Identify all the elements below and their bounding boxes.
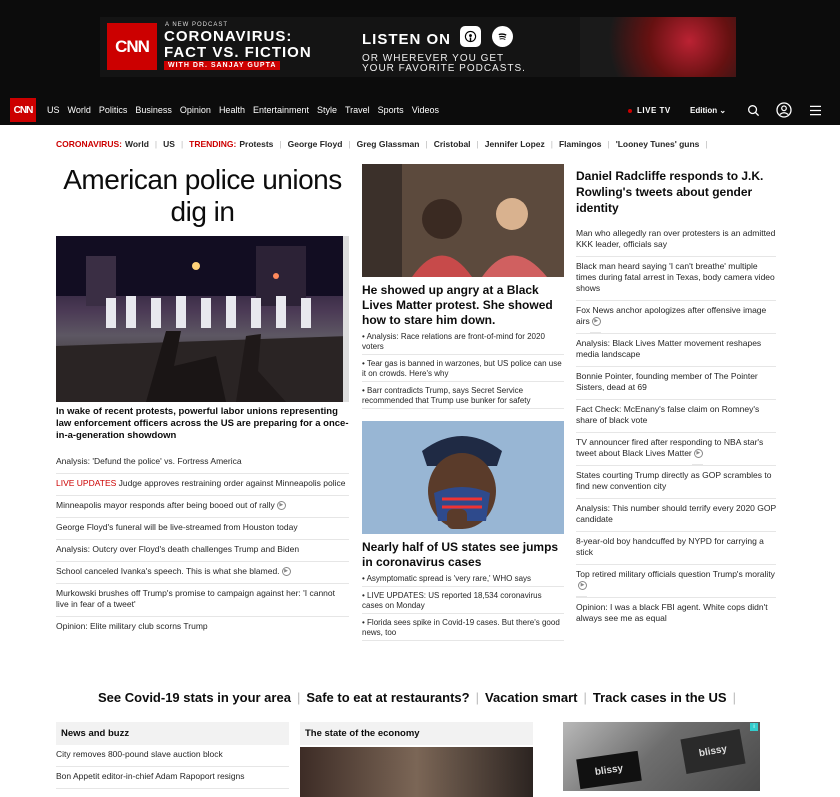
nav-item-sports[interactable]: Sports [377,105,404,115]
story-bullet[interactable]: • Florida sees spike in Covid-19 cases. But there's good news, too [362,618,564,641]
story-bullet[interactable]: • LIVE UPDATES: US reported 18,534 coronavirus cases on Monday [362,591,564,614]
list-item[interactable]: Opinion: Elite military club scorns Trump [56,621,208,631]
ad-kicker: A NEW PODCAST [165,22,229,28]
list-item[interactable]: Murkowski brushes off Trump's promise to campaign against her: 'I cannot live in fear of a tweet' [56,584,349,617]
nav-item-videos[interactable]: Videos [411,105,440,115]
nav-item-style[interactable]: Style [316,105,337,115]
list-item[interactable]: School canceled Ivanka's speech. This is what she blamed. ▶ [56,562,349,584]
list-item[interactable]: City removes 800-pound slave auction block [56,745,289,767]
live-tv-label: LIVE TV [637,106,671,115]
promo-link[interactable]: Safe to eat at restaurants? [306,690,470,705]
ad-product-box: blissy [576,751,642,789]
list-item[interactable]: Analysis: 'Defund the police' vs. Fortress America [56,452,349,474]
trending-link[interactable]: Greg Glassman [356,139,420,149]
edition-label: Edition [690,106,718,115]
apple-podcasts-icon [460,26,481,47]
video-play-icon: ▶ [578,581,587,590]
spotify-icon [492,26,513,47]
section-title[interactable]: News and buzz [56,722,289,745]
nav-item-world[interactable]: World [67,105,91,115]
section-title[interactable]: The state of the economy [300,722,533,745]
live-tv-link[interactable] [628,106,671,115]
list-item[interactable]: Black man heard saying 'I can't breathe' multiple times during fatal arrest in Texas, body camera video shows [576,257,776,301]
live-dot-icon [628,109,632,113]
ad-host: WITH DR. SANJAY GUPTA [164,61,280,70]
live-updates-badge: LIVE UPDATES [56,478,117,488]
coronavirus-label: CORONAVIRUS: [56,139,122,149]
story-headline[interactable]: Nearly half of US states see jumps in coronavirus cases [362,540,559,569]
list-item[interactable]: Bonnie Pointer, founding member of The Pointer Sisters, dead at 69 [576,367,776,400]
nav-item-business[interactable]: Business [135,105,172,115]
story-headline[interactable]: He showed up angry at a Black Lives Matter protest. She showed how to stare him down. [362,283,553,327]
main-nav [0,96,840,125]
trending-link[interactable]: Jennifer Lopez [484,139,545,149]
nav-item-travel[interactable]: Travel [345,105,370,115]
trending-bar: CORONAVIRUS: World | US | TRENDING: Protests | George Floyd | Greg Glassman | Cristobal | Jennifer Lopez | Flamingos | 'Looney Tunes' guns | [56,139,708,149]
search-icon[interactable] [744,101,762,119]
edition-select[interactable] [690,106,726,115]
story-bullet[interactable]: • Tear gas is banned in warzones, but US police can use it on crowds. Here's why [362,359,564,382]
trending-link[interactable]: 'Looney Tunes' guns [615,139,700,149]
nav-item-us[interactable]: US [47,105,60,115]
top-banner-area [0,0,840,96]
trending-link[interactable]: Flamingos [558,139,602,149]
list-item[interactable]: Analysis: This number should terrify every 2020 GOP candidate [576,499,776,532]
lead-column [56,164,349,631]
lead-story-list [56,452,349,638]
story-headline[interactable]: Daniel Radcliffe responds to J.K. Rowling's tweets about gender identity [576,169,764,215]
ad-product-box: blissy [680,729,745,774]
promo-link[interactable]: Vacation smart [485,690,578,705]
podcast-ad-banner[interactable] [100,17,736,77]
list-item[interactable]: Analysis: Outcry over Floyd's death challenges Trump and Biden [56,540,349,562]
video-play-icon: ▶ [694,449,703,458]
list-item[interactable]: Opinion: I was a black FBI agent. White cops didn't always see me as equal [576,602,768,623]
mask-portrait-image[interactable] [362,421,564,534]
user-account-icon[interactable] [775,101,793,119]
list-item[interactable]: States courting Trump directly as GOP scrambles to find new convention city [576,466,776,499]
video-play-icon: ▶ [282,567,291,576]
ad-listen-on: LISTEN ON [362,31,452,48]
adchoices-icon[interactable]: i [750,723,758,731]
nav-items [47,105,447,115]
ad-sub-line2: YOUR FAVORITE PODCASTS. [362,63,526,74]
protest-confrontation-image[interactable] [362,164,564,277]
list-item[interactable]: TV announcer fired after responding to NBA star's tweet about Black Lives Matter ▶ [576,433,776,466]
promo-link[interactable]: See Covid-19 stats in your area [98,690,291,705]
list-item[interactable]: Man who allegedly ran over protesters is an admitted KKK leader, officials say [576,224,776,257]
promo-link[interactable]: Track cases in the US [592,690,727,705]
list-item[interactable]: 8-year-old boy handcuffed by NYPD for carrying a stick [576,532,776,565]
chevron-down-icon: ⌄ [719,106,727,115]
ad-title-line2: FACT VS. FICTION [164,44,312,61]
ad-sub-line1: OR WHEREVER YOU GET [362,53,505,64]
list-item[interactable]: George Floyd's funeral will be live-streamed from Houston today [56,518,349,540]
virus-illustration [580,17,736,77]
blissy-ad[interactable] [563,722,760,791]
ad-cnn-logo: CNN [107,23,157,70]
news-and-buzz-section [56,722,289,789]
list-item[interactable]: Fox News anchor apologizes after offensive image airs ▶ [576,301,776,334]
hero-headline[interactable]: American police unions dig in [63,164,342,227]
trending-link[interactable]: US [163,139,175,149]
right-column [576,168,776,630]
hero-caption[interactable]: In wake of recent protests, powerful labor unions representing law enforcement officers across the US are preparing for a once-in-a-generation showdown [56,406,349,441]
trending-link[interactable]: Cristobal [433,139,471,149]
center-column [362,164,564,641]
video-play-icon: ▶ [592,317,601,326]
story-bullet[interactable]: • Barr contradicts Trump, says Secret Service recommended that Trump use bunker for safety [362,386,564,409]
nav-item-entertainment[interactable]: Entertainment [252,105,309,115]
story-bullet[interactable]: • Analysis: Race relations are front-of-mind for 2020 voters [362,332,564,355]
list-item[interactable]: LIVE UPDATES Judge approves restraining order against Minneapolis police [56,474,349,496]
trending-link[interactable]: George Floyd [287,139,343,149]
video-play-icon: ▶ [277,501,286,510]
hero-protest-image[interactable] [56,236,349,402]
economy-image[interactable] [300,747,533,797]
list-item[interactable]: Top retired military officials question Trump's morality▶ [576,565,776,598]
hamburger-menu-icon[interactable] [806,101,824,119]
trending-link[interactable]: Protests [239,139,274,149]
economy-section [300,722,533,797]
trending-link[interactable]: World [124,139,149,149]
list-item[interactable]: Fact Check: McEnany's false claim on Romney's share of black vote [576,400,776,433]
ad-title-line1: CORONAVIRUS: [164,28,293,45]
story-bullet[interactable]: • Asymptomatic spread is 'very rare,' WHO says [362,574,564,587]
nav-item-opinion[interactable]: Opinion [179,105,211,115]
list-item[interactable]: Bon Appetit editor-in-chief Adam Rapoport resigns [56,767,289,789]
list-item[interactable]: Analysis: Black Lives Matter movement reshapes media landscape [576,334,776,367]
nav-item-politics[interactable]: Politics [98,105,128,115]
covid-promo-bar: See Covid-19 stats in your area | Safe to eat at restaurants? | Vacation smart | Track cases in the US | [98,690,736,705]
list-item[interactable]: Minneapolis mayor responds after being booed out of rally ▶ [56,496,349,518]
nav-item-health[interactable]: Health [218,105,245,115]
cnn-logo[interactable]: CNN [10,98,36,122]
trending-label: TRENDING: [189,139,237,149]
